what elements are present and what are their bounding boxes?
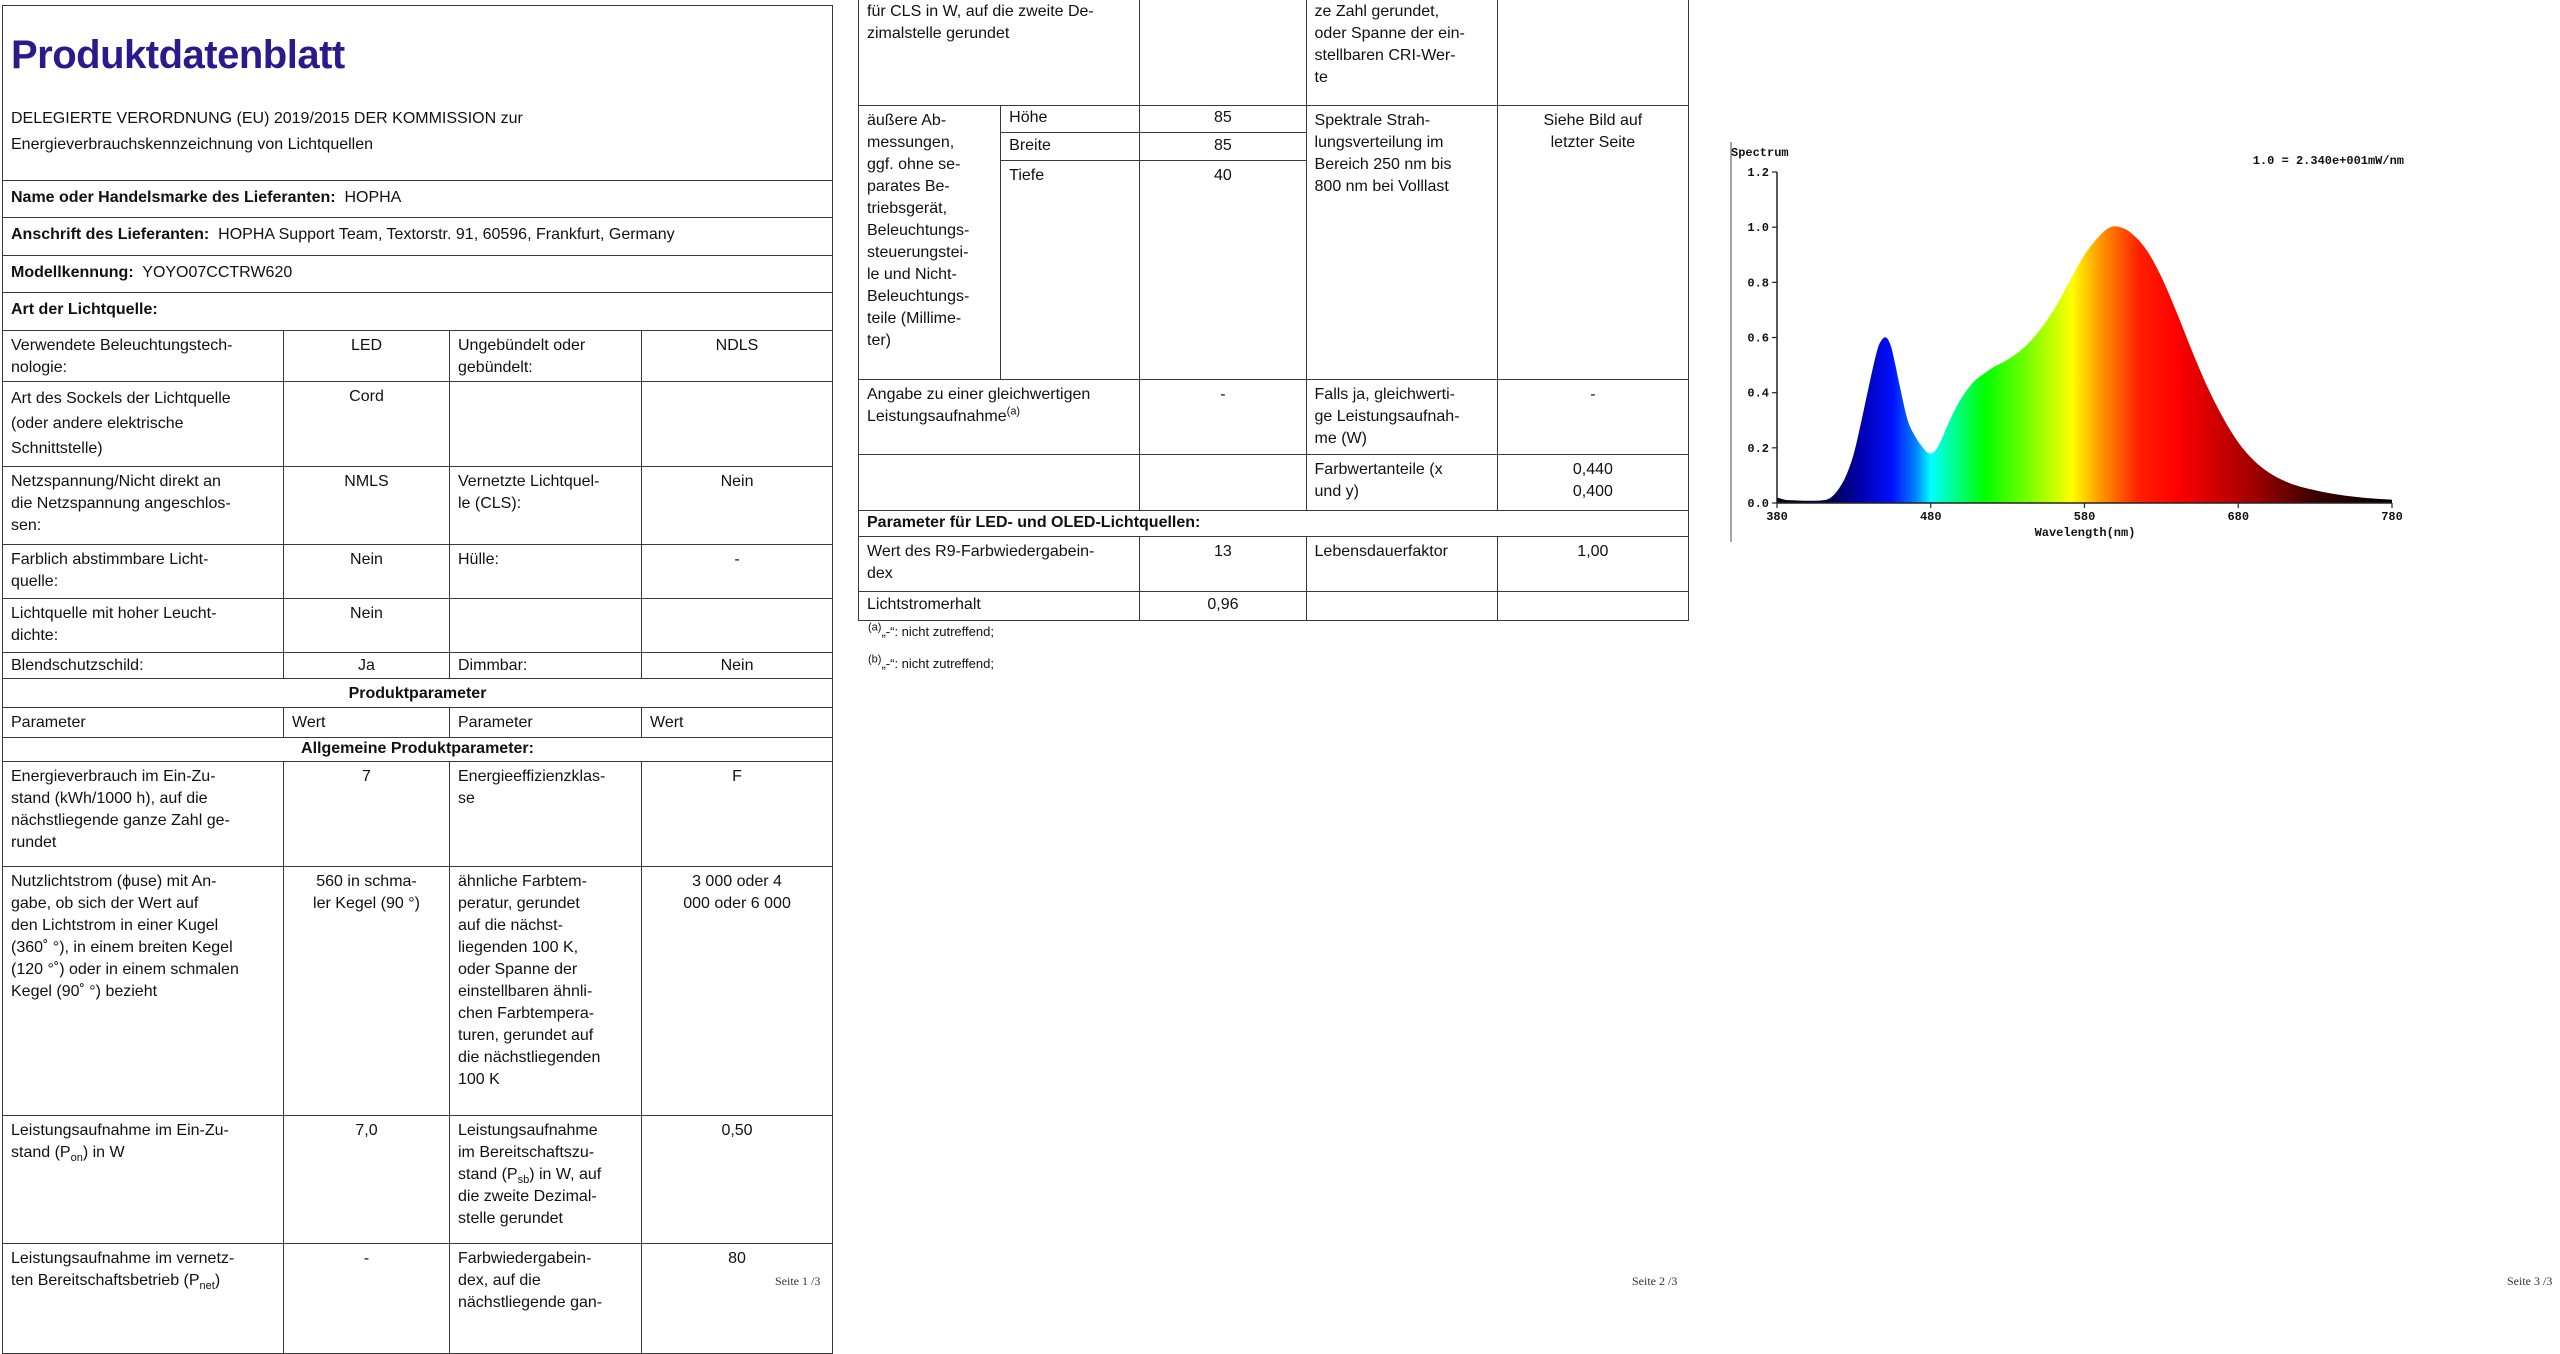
param-cell	[859, 380, 1140, 455]
param-cell	[3, 1116, 284, 1244]
supplier-address-value: HOPHA Support Team, Textorstr. 91, 60596, Frankfurt, Germany	[218, 226, 675, 243]
table-row	[3, 653, 833, 679]
column-header: Wert	[642, 708, 833, 738]
table-row	[859, 455, 1689, 511]
model-row	[3, 256, 833, 293]
value-cell	[642, 599, 833, 653]
param-cell	[1306, 592, 1497, 621]
value-cell: -	[1140, 380, 1306, 455]
dimension-value: 85	[1140, 106, 1306, 133]
dimension-value: 40	[1140, 161, 1306, 380]
y-tick-label: 0.6	[1747, 331, 1769, 346]
value-cell: 13	[1140, 537, 1306, 592]
dimension-name: Tiefe	[1001, 161, 1140, 380]
value-cell: 7	[284, 762, 450, 867]
table-row	[859, 537, 1689, 592]
value-cell: Nein	[284, 599, 450, 653]
param-cell: Ungebündelt oder gebündelt:	[450, 331, 642, 382]
table-row	[859, 592, 1689, 621]
dimension-value: 85	[1140, 133, 1306, 161]
value-cell: LED	[284, 331, 450, 382]
subscript: net	[199, 1280, 215, 1293]
subscript: sb	[517, 1174, 530, 1187]
footnote-ref: (a)	[1006, 405, 1021, 418]
supplier-name-label: Name oder Handelsmarke des Lieferanten:	[11, 189, 336, 206]
value-cell	[1497, 0, 1688, 106]
value-cell: Nein	[284, 545, 450, 599]
product-datasheet-table	[2, 5, 833, 1354]
value-cell: NDLS	[642, 331, 833, 382]
value-cell: 80	[642, 1244, 833, 1354]
value-cell: NMLS	[284, 467, 450, 545]
dimension-name: Breite	[1001, 133, 1140, 161]
supplier-address-row	[3, 218, 833, 256]
param-cell	[450, 382, 642, 467]
param-text: ) in W, auf die zweite Dezimal- stelle gerundet	[458, 1166, 602, 1227]
table-row	[3, 382, 833, 467]
y-tick-label: 0.8	[1747, 276, 1769, 291]
value-cell: 3 000 oder 4 000 oder 6 000	[642, 867, 833, 1116]
param-cell: Wert des R9-Farbwiedergabein- dex	[859, 537, 1140, 592]
param-cell: Netzspannung/Nicht direkt an die Netzspannung angeschlos- sen:	[3, 467, 284, 545]
y-tick-label: 0.0	[1747, 497, 1769, 511]
value-cell: Ja	[284, 653, 450, 679]
spectrum-chart	[1700, 120, 2460, 560]
x-tick-label: 480	[1919, 510, 1942, 524]
param-cell	[859, 455, 1140, 511]
value-cell: Siehe Bild auf letzter Seite	[1497, 106, 1688, 380]
param-cell: Falls ja, gleichwerti- ge Leistungsaufnah- me (W)	[1306, 380, 1497, 455]
value-cell: 1,00	[1497, 537, 1688, 592]
supplier-name-row	[3, 181, 833, 218]
dimension-name: Höhe	[1001, 106, 1140, 133]
param-cell: für CLS in W, auf die zweite De- zimalstelle gerundet	[859, 0, 1140, 106]
value-cell: Cord	[284, 382, 450, 467]
dimensions-label: äußere Ab- messungen, ggf. ohne se- parates Be- triebsgerät, Beleuchtungs- steuerungstei- le und Nicht- Beleuchtungs- teile (Millime- ter)	[859, 106, 1001, 380]
table-row	[3, 867, 833, 1116]
param-cell: Farbwertanteile (x und y)	[1306, 455, 1497, 511]
param-cell: Energieverbrauch im Ein-Zu- stand (kWh/1000 h), auf die nächstliegende ganze Zahl ge- rundet	[3, 762, 284, 867]
table-row	[859, 380, 1689, 455]
footnote-mark: (b)	[868, 653, 882, 666]
x-axis-label: Wavelength(nm)	[2034, 526, 2136, 540]
table-row	[859, 106, 1689, 133]
param-cell: Hülle:	[450, 545, 642, 599]
page-number-3: Seite 3 /3	[2507, 1274, 2553, 1288]
plot-area	[1747, 166, 2402, 524]
table-row	[3, 545, 833, 599]
page-number-2: Seite 2 /3	[1632, 1274, 1678, 1288]
value-cell: 0,440 0,400	[1497, 455, 1688, 511]
param-text: Angabe zu einer gleichwertigen Leistungsaufnahme	[867, 386, 1091, 425]
table-row	[3, 1244, 833, 1354]
table-row	[3, 467, 833, 545]
model-label: Modellkennung:	[11, 264, 134, 281]
param-text: Leistungsaufnahme im vernetz- ten Bereitschaftsbetrieb (P	[11, 1250, 235, 1289]
param-text: Leistungsaufnahme im Bereitschaftszu- stand (P	[458, 1122, 598, 1183]
table-row	[3, 599, 833, 653]
led-parameters-heading: Parameter für LED- und OLED-Lichtquellen:	[859, 511, 1689, 537]
param-cell: Farblich abstimmbare Licht- quelle:	[3, 545, 284, 599]
footnote-text: „-“: nicht zutreffend;	[881, 624, 994, 639]
footnote-mark: (a)	[868, 621, 882, 634]
x-tick-label: 580	[2073, 510, 2096, 524]
param-cell: ähnliche Farbtem- peratur, gerundet auf die nächst- liegenden 100 K, oder Spanne der einstellbaren ähnli- chen Farbtempera- turen, gerundet auf die nächstliegenden 100 K	[450, 867, 642, 1116]
header-cell	[3, 6, 833, 181]
y-tick-label: 0.4	[1747, 386, 1769, 401]
subscript: on	[70, 1152, 83, 1165]
page-number-1: Seite 1 /3	[775, 1274, 821, 1288]
regulation-subtitle: DELEGIERTE VERORDNUNG (EU) 2019/2015 DER KOMMISSION zur Energieverbrauchskennzeichnung von Lichtquellen	[11, 110, 523, 153]
param-cell: Nutzlichtstrom (ϕuse) mit An- gabe, ob sich der Wert auf den Lichtstrom in einer Kugel (360˚ °), in einem breiten Kegel (120 °˚) oder in einem schmalen Kegel (90˚ °) bezieht	[3, 867, 284, 1116]
value-cell: 7,0	[284, 1116, 450, 1244]
param-cell: Art des Sockels der Lichtquelle (oder andere elektrische Schnittstelle)	[3, 382, 284, 467]
value-cell	[1497, 592, 1688, 621]
param-cell	[3, 1244, 284, 1354]
product-datasheet-table-continued	[858, 0, 1689, 621]
value-cell	[1140, 455, 1306, 511]
value-cell: -	[284, 1244, 450, 1354]
table-row	[3, 331, 833, 382]
param-cell: Energieeffizienzklas- se	[450, 762, 642, 867]
page-2	[858, 0, 1692, 625]
column-header: Parameter	[450, 708, 642, 738]
param-cell: Blendschutzschild:	[3, 653, 284, 679]
supplier-address-label: Anschrift des Lieferanten:	[11, 226, 210, 243]
footnote-a	[868, 621, 994, 639]
chart-title: Spectrum	[1731, 146, 1789, 160]
general-parameters-heading: Allgemeine Produktparameter:	[3, 738, 833, 762]
param-text: Leistungsaufnahme im Ein-Zu- stand (P	[11, 1122, 229, 1161]
x-tick-label: 680	[2227, 510, 2250, 524]
column-header: Parameter	[3, 708, 284, 738]
param-cell: Vernetzte Lichtquel- le (CLS):	[450, 467, 642, 545]
footnote-text: „-“: nicht zutreffend;	[881, 656, 994, 671]
spectrum-area	[1777, 226, 2392, 503]
value-cell: 560 in schma- ler Kegel (90 °)	[284, 867, 450, 1116]
value-cell	[1140, 0, 1306, 106]
table-row	[3, 1116, 833, 1244]
chart-scale-annotation: 1.0 = 2.340e+001mW/nm	[2252, 154, 2404, 168]
footnote-b	[868, 653, 994, 671]
x-tick-label: 780	[2381, 510, 2403, 524]
param-cell: ze Zahl gerundet, oder Spanne der ein- stellbaren CRI-Wer- te	[1306, 0, 1497, 106]
value-cell: 0,96	[1140, 592, 1306, 621]
value-cell	[642, 382, 833, 467]
supplier-name-value: HOPHA	[344, 189, 402, 206]
y-tick-label: 0.2	[1747, 441, 1769, 456]
value-cell: -	[1497, 380, 1688, 455]
product-parameters-heading: Produktparameter	[3, 679, 833, 708]
param-cell: Verwendete Beleuchtungstech- nologie:	[3, 331, 284, 382]
column-header-row	[3, 708, 833, 738]
page-title: Produktdatenblatt	[11, 33, 345, 77]
value-cell: Nein	[642, 653, 833, 679]
param-text: )	[214, 1272, 221, 1289]
y-tick-label: 1.2	[1747, 166, 1769, 180]
param-cell	[450, 1116, 642, 1244]
param-cell: Lebensdauerfaktor	[1306, 537, 1497, 592]
param-text: ) in W	[82, 1144, 125, 1161]
value-cell: Nein	[642, 467, 833, 545]
x-tick-label: 380	[1766, 510, 1788, 524]
value-cell: F	[642, 762, 833, 867]
light-source-heading: Art der Lichtquelle:	[3, 293, 833, 331]
model-value: YOYO07CCTRW620	[142, 264, 293, 281]
param-cell: Farbwiedergabein- dex, auf die nächstliegende gan-	[450, 1244, 642, 1354]
table-row	[859, 0, 1689, 106]
column-header: Wert	[284, 708, 450, 738]
value-cell: -	[642, 545, 833, 599]
param-cell: Dimmbar:	[450, 653, 642, 679]
value-cell: 0,50	[642, 1116, 833, 1244]
y-tick-label: 1.0	[1747, 221, 1769, 236]
param-cell: Lichtquelle mit hoher Leucht- dichte:	[3, 599, 284, 653]
table-row	[3, 762, 833, 867]
param-cell	[450, 599, 642, 653]
param-cell: Spektrale Strah- lungsverteilung im Bereich 250 nm bis 800 nm bei Volllast	[1306, 106, 1497, 380]
param-cell: Lichtstromerhalt	[859, 592, 1140, 621]
